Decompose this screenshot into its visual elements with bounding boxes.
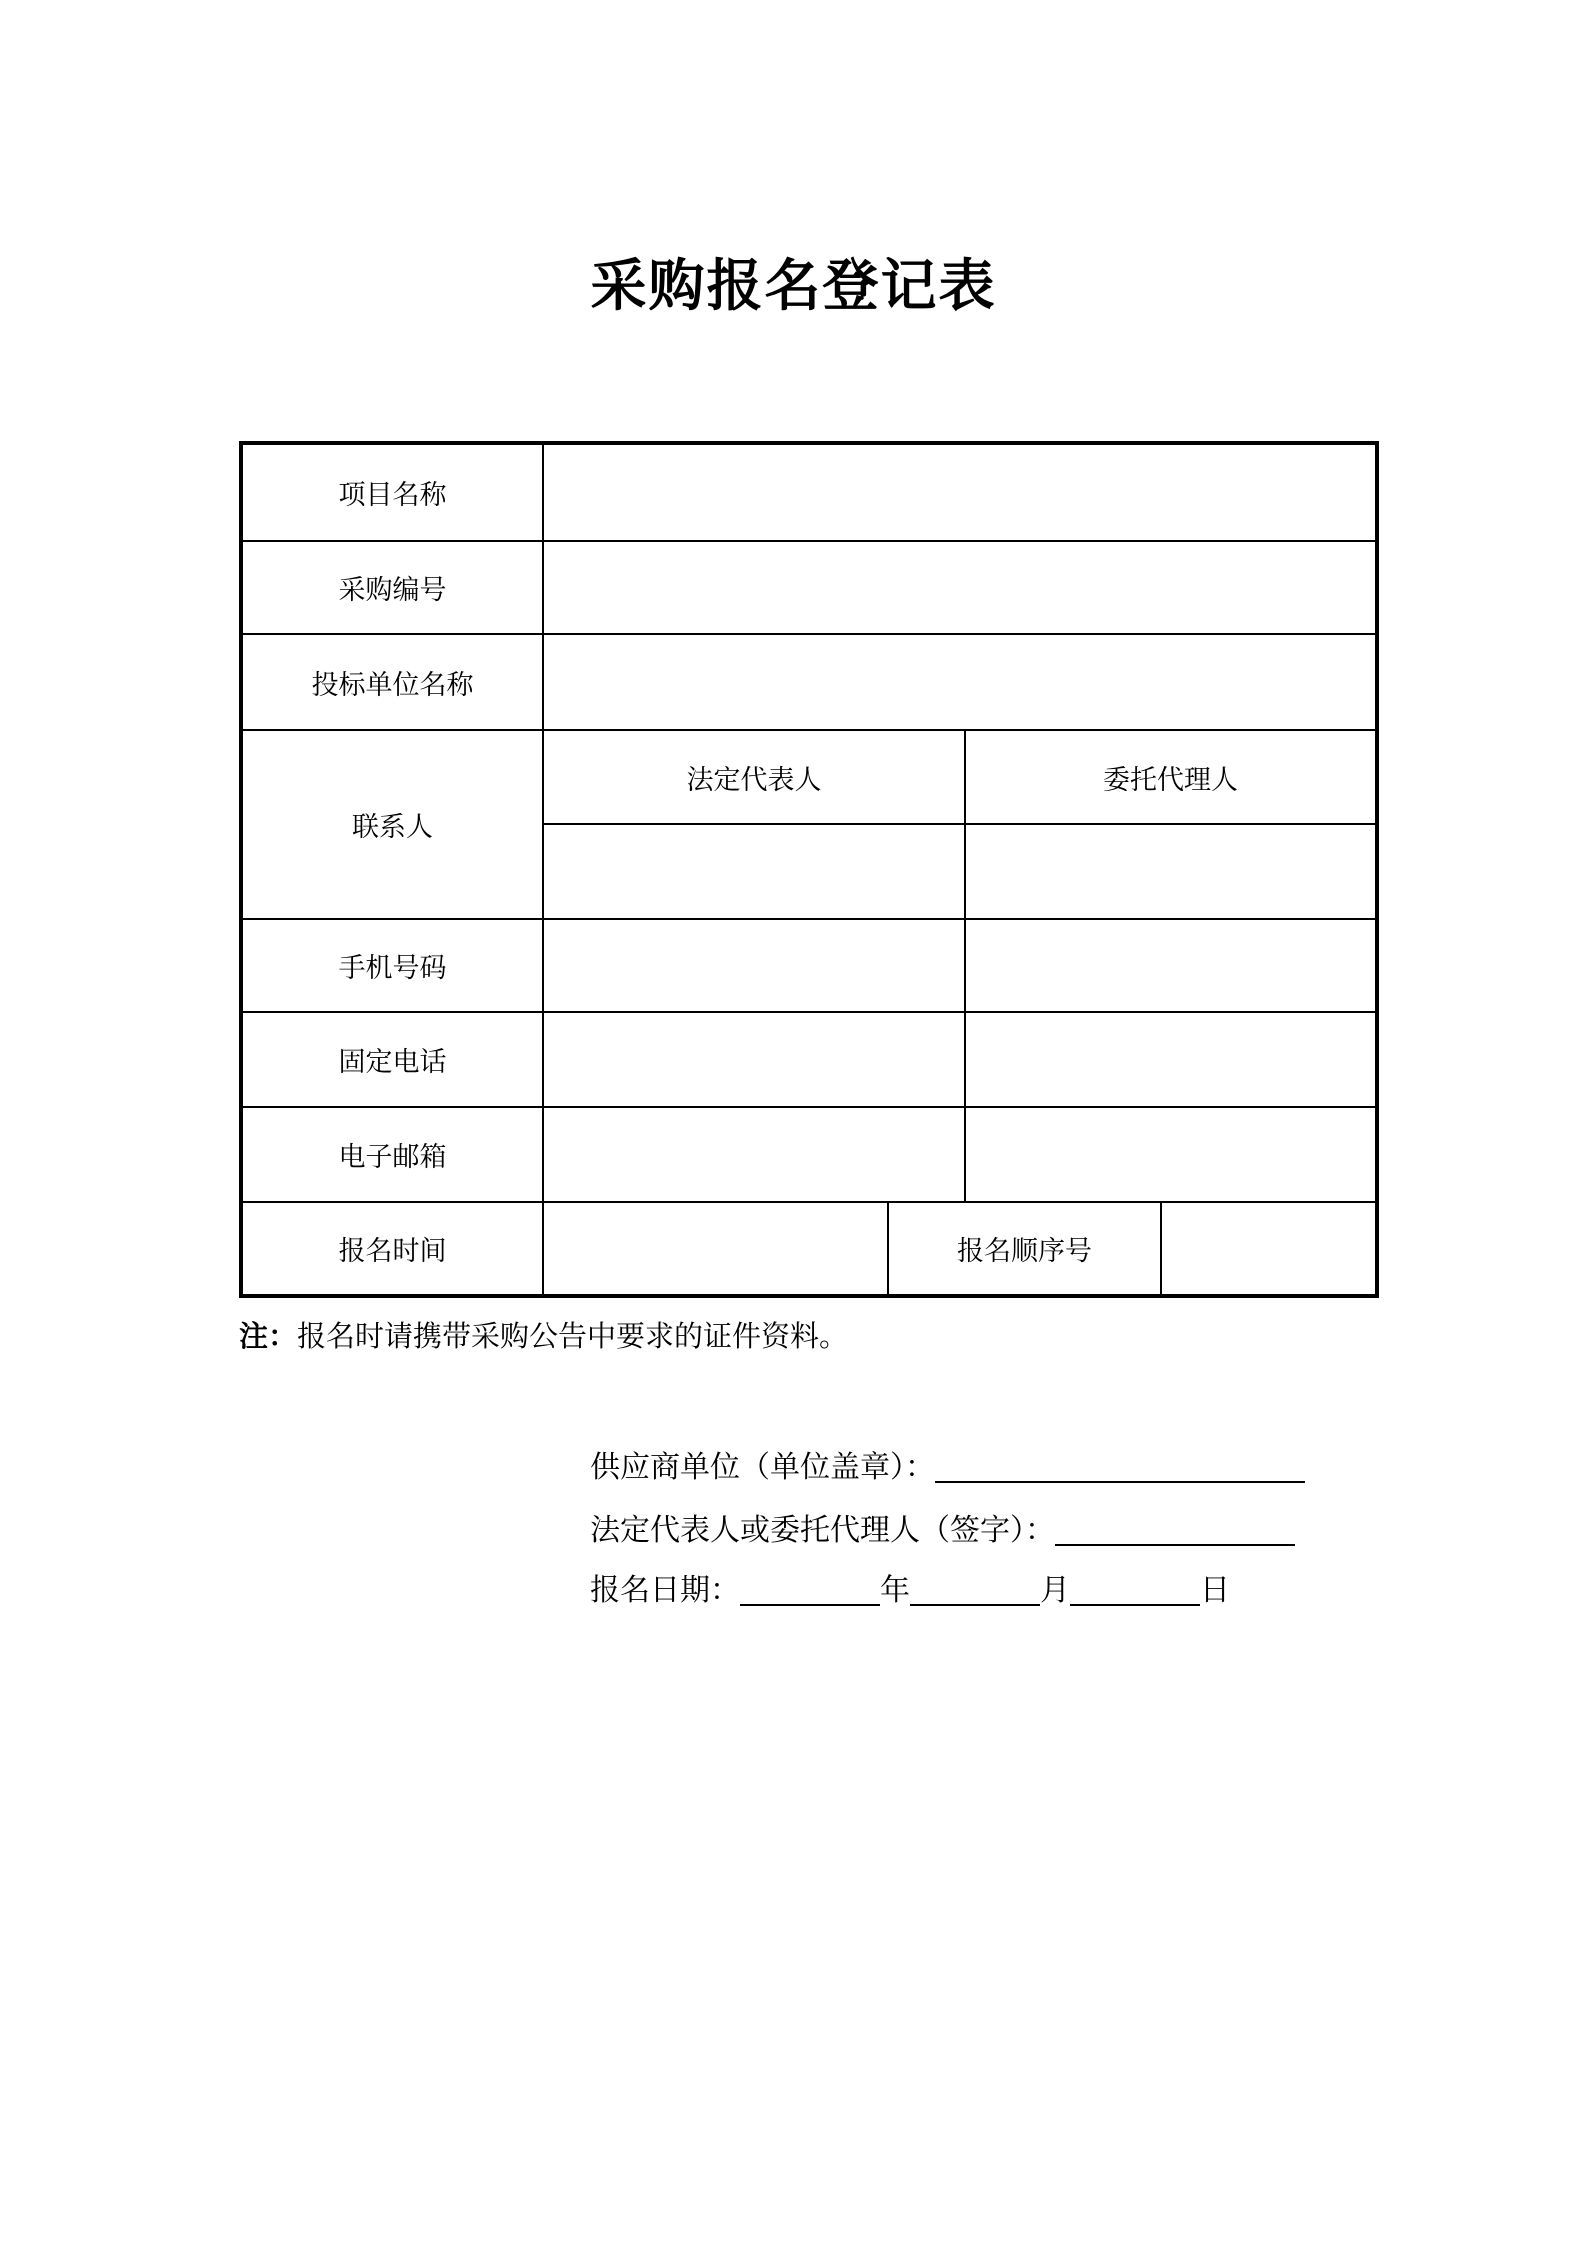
bidder-name-label: 投标单位名称 [241, 634, 543, 730]
legal-representative-email-field[interactable] [543, 1107, 965, 1202]
month-label: 月 [1040, 1573, 1070, 1608]
authorized-agent-header: 委托代理人 [965, 730, 1377, 824]
day-label: 日 [1200, 1573, 1230, 1608]
registration-time-field[interactable] [543, 1202, 888, 1296]
legal-representative-landline-field[interactable] [543, 1012, 965, 1107]
contact-label: 联系人 [241, 730, 543, 919]
legal-representative-name-field[interactable] [543, 824, 965, 919]
legal-representative-mobile-field[interactable] [543, 919, 965, 1012]
registration-order-field[interactable] [1161, 1202, 1377, 1296]
registration-date-label: 报名日期： [590, 1573, 740, 1608]
year-blank[interactable] [740, 1572, 880, 1606]
authorized-agent-email-field[interactable] [965, 1107, 1377, 1202]
registration-order-label: 报名顺序号 [888, 1202, 1161, 1296]
supplier-seal-line [590, 1449, 1305, 1483]
project-name-label: 项目名称 [241, 443, 543, 541]
signer-label: 法定代表人或委托代理人（签字）： [590, 1513, 1055, 1548]
supplier-seal-label: 供应商单位（单位盖章）： [590, 1450, 935, 1485]
note [239, 1319, 849, 1353]
email-label: 电子邮箱 [241, 1107, 543, 1202]
authorized-agent-landline-field[interactable] [965, 1012, 1377, 1107]
bidder-name-field[interactable] [543, 634, 1377, 730]
note-text: 报名时请携带采购公告中要求的证件资料。 [297, 1319, 849, 1353]
page-title: 采购报名登记表 [590, 253, 997, 319]
registration-date-line [590, 1572, 1230, 1606]
year-label: 年 [880, 1573, 910, 1608]
month-blank[interactable] [910, 1572, 1040, 1606]
procurement-number-label: 采购编号 [241, 541, 543, 634]
mobile-label: 手机号码 [241, 919, 543, 1012]
registration-table [239, 441, 1379, 1298]
project-name-field[interactable] [543, 443, 1377, 541]
procurement-number-field[interactable] [543, 541, 1377, 634]
note-label: 注： [239, 1319, 298, 1353]
legal-representative-header: 法定代表人 [543, 730, 965, 824]
landline-label: 固定电话 [241, 1012, 543, 1107]
authorized-agent-mobile-field[interactable] [965, 919, 1377, 1012]
signer-line [590, 1512, 1295, 1546]
supplier-seal-blank[interactable] [935, 1449, 1305, 1483]
day-blank[interactable] [1070, 1572, 1200, 1606]
registration-time-label: 报名时间 [241, 1202, 543, 1296]
authorized-agent-name-field[interactable] [965, 824, 1377, 919]
signer-signature-blank[interactable] [1055, 1512, 1295, 1546]
